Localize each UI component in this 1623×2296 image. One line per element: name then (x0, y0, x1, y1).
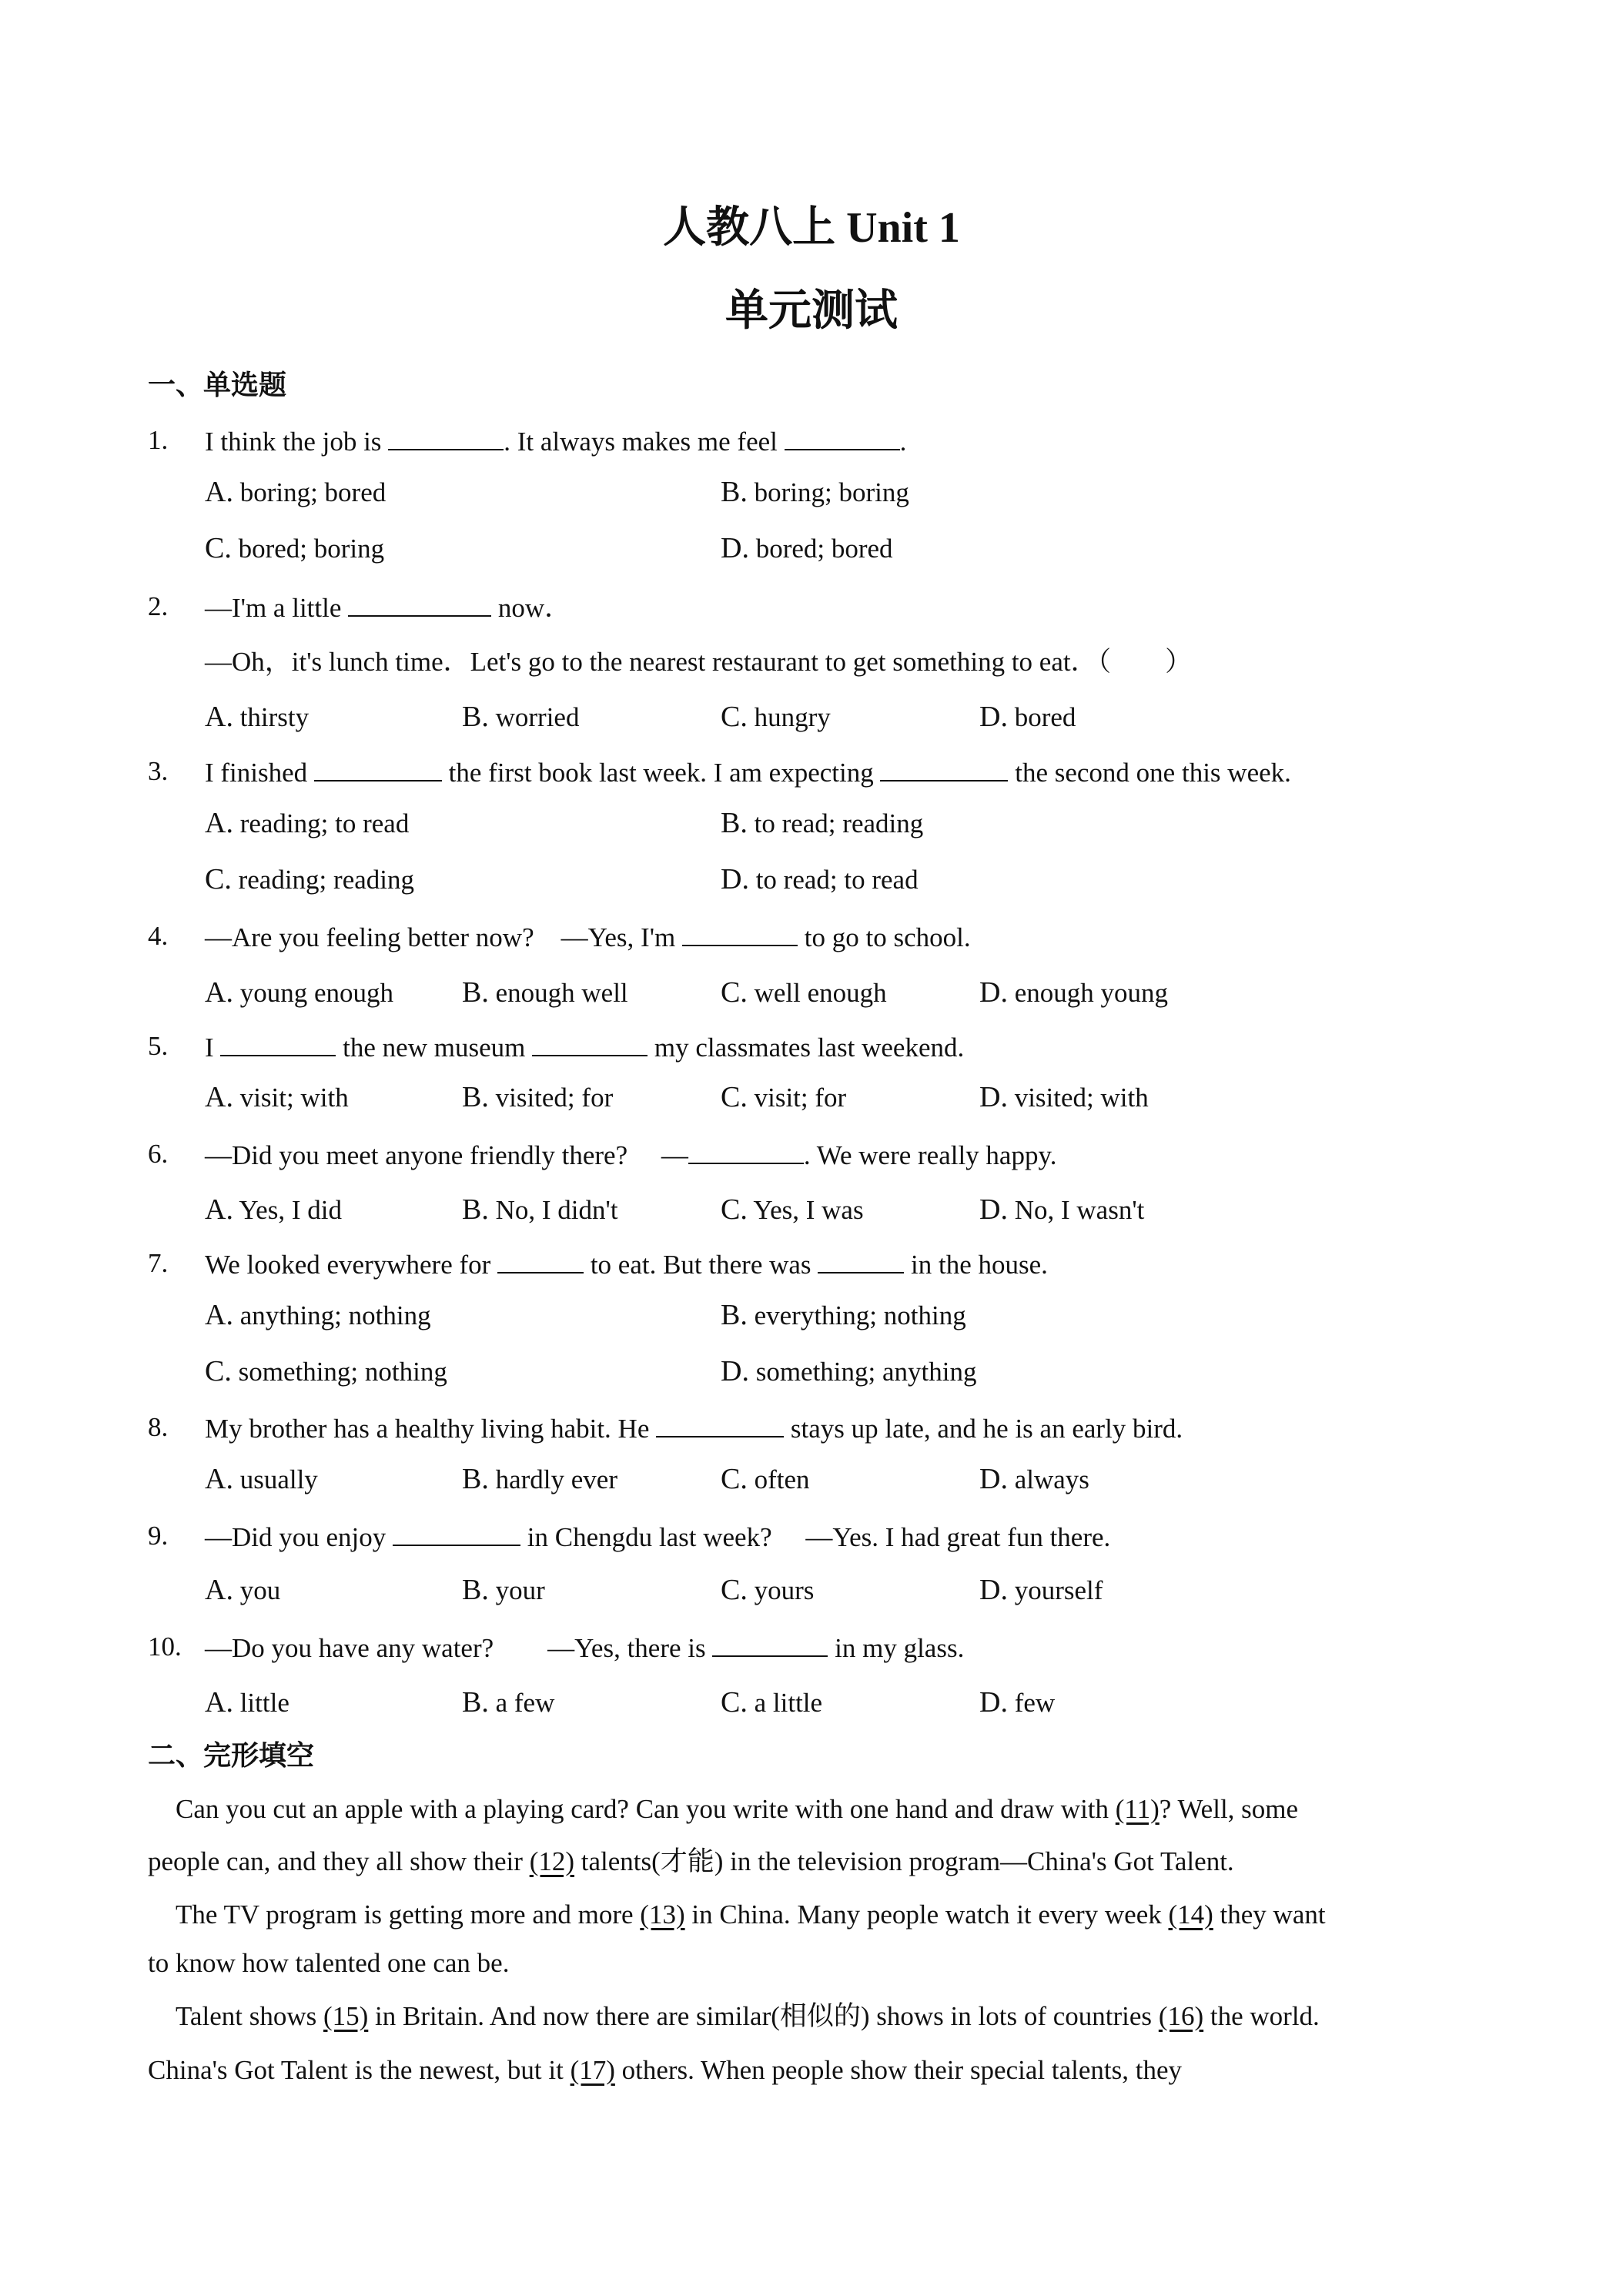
option-a: A. Yes, I did (205, 1193, 342, 1226)
option-a: A. little (205, 1686, 289, 1719)
question-stem-line2: —Oh，it's lunch time．Let's go to the nearest restaurant to get something to eat．（ ） (205, 647, 1193, 677)
option-c: C. Yes, I was (721, 1193, 864, 1226)
option-a: A. usually (205, 1463, 318, 1495)
question-stem: —Did you enjoy in Chengdu last week? —Yes. I had great fun there. (205, 1517, 1110, 1557)
question-number: 2. (148, 591, 169, 621)
option-c: C. reading; reading (205, 863, 414, 895)
option-d: D. to read; to read (721, 863, 919, 895)
option-a: A. boring; bored (205, 476, 387, 508)
answer-blank (393, 1517, 520, 1546)
answer-blank (314, 752, 442, 782)
answer-blank (818, 1244, 904, 1274)
question-stem: —I'm a little now． (205, 587, 571, 628)
option-a: A. young enough (205, 976, 393, 1009)
cloze-paragraph-line: China's Got Talent is the newest, but it (17) others. When people show their special talents, they (148, 2055, 1182, 2085)
question-number: 7. (148, 1248, 169, 1278)
question-number: 10. (148, 1632, 182, 1662)
option-b: B. No, I didn't (462, 1193, 618, 1226)
option-b: B. visited; for (462, 1081, 614, 1113)
option-a: A. reading; to read (205, 807, 410, 839)
option-c: C. often (721, 1463, 810, 1495)
question-stem: I the new museum my classmates last weekend. (205, 1027, 964, 1067)
option-d: D. yourself (979, 1574, 1103, 1606)
question-stem: —Are you feeling better now? —Yes, I'm to go to school. (205, 917, 971, 957)
answer-blank (532, 1027, 648, 1056)
question-number: 9. (148, 1521, 169, 1551)
option-b: B. your (462, 1574, 545, 1606)
cloze-paragraph-line: to know how talented one can be. (148, 1948, 510, 1978)
cloze-paragraph-line: Can you cut an apple with a playing card? Can you write with one hand and draw with (11)? Well, some (176, 1794, 1299, 1824)
question-number: 4. (148, 921, 169, 951)
option-a: A. visit; with (205, 1081, 349, 1113)
option-c: C. a little (721, 1686, 823, 1719)
option-a: A. thirsty (205, 701, 310, 733)
option-b: B. to read; reading (721, 807, 924, 839)
answer-blank (656, 1408, 784, 1438)
cloze-paragraph-line: The TV program is getting more and more (13) in China. Many people watch it every week (14) they want (176, 1899, 1326, 1930)
option-b: B. everything; nothing (721, 1299, 966, 1331)
answer-blank (880, 752, 1008, 782)
answer-blank (388, 421, 504, 450)
cloze-paragraph-line: Talent shows (15) in Britain. And now there are similar(相似的) shows in lots of countries (16) the world. (176, 2001, 1320, 2031)
cloze-gap-14: (14) (1168, 1899, 1213, 1930)
option-b: B. worried (462, 701, 580, 733)
option-c: C. something; nothing (205, 1355, 447, 1387)
option-b: B. boring; boring (721, 476, 909, 508)
cloze-gap-13: (13) (640, 1899, 685, 1930)
question-stem: We looked everywhere for to eat. But there was in the house. (205, 1244, 1048, 1284)
cloze-gap-16: (16) (1158, 2001, 1204, 2031)
answer-blank (682, 917, 798, 946)
option-d: D. visited; with (979, 1081, 1149, 1113)
option-d: D. bored (979, 701, 1076, 733)
cloze-gap-17: (17) (570, 2055, 615, 2085)
cloze-gap-15: (15) (323, 2001, 369, 2031)
option-d: D. something; anything (721, 1355, 977, 1387)
option-a: A. you (205, 1574, 281, 1606)
question-number: 1. (148, 425, 169, 455)
option-c: C. hungry (721, 701, 831, 733)
option-d: D. No, I wasn't (979, 1193, 1145, 1226)
option-c: C. bored; boring (205, 532, 385, 564)
cloze-gap-12: (12) (529, 1846, 574, 1876)
answer-blank (785, 421, 900, 450)
question-stem: I finished the first book last week. I am expecting the second one this week. (205, 752, 1291, 792)
option-d: D. few (979, 1686, 1056, 1719)
question-number: 3. (148, 756, 169, 786)
answer-blank (348, 587, 491, 617)
cloze-gap-11: (11) (1115, 1794, 1160, 1824)
answer-blank (688, 1135, 804, 1164)
option-b: B. hardly ever (462, 1463, 617, 1495)
option-d: D. bored; bored (721, 532, 893, 564)
answer-blank (497, 1244, 584, 1274)
answer-blank (712, 1628, 828, 1657)
question-stem: —Did you meet anyone friendly there? — . We were really happy. (205, 1135, 1056, 1175)
page-subtitle: 单元测试 (725, 287, 898, 335)
question-stem: I think the job is . It always makes me feel . (205, 421, 906, 461)
section-heading-single-choice: 一、单选题 (148, 370, 287, 400)
option-c: C. well enough (721, 976, 887, 1009)
question-number: 5. (148, 1031, 169, 1061)
question-number: 6. (148, 1139, 169, 1169)
option-c: C. yours (721, 1574, 815, 1606)
cloze-paragraph-line: people can, and they all show their (12) talents(才能) in the television program—China's Got Talent. (148, 1846, 1234, 1876)
question-number: 8. (148, 1412, 169, 1442)
option-b: B. enough well (462, 976, 628, 1009)
option-d: D. always (979, 1463, 1089, 1495)
option-d: D. enough young (979, 976, 1168, 1009)
question-stem: My brother has a healthy living habit. He stays up late, and he is an early bird. (205, 1408, 1183, 1448)
option-c: C. visit; for (721, 1081, 847, 1113)
option-b: B. a few (462, 1686, 555, 1719)
question-stem: —Do you have any water? —Yes, there is in my glass. (205, 1628, 964, 1668)
option-a: A. anything; nothing (205, 1299, 431, 1331)
page-title: 人教八上 Unit 1 (663, 204, 960, 252)
section-heading-cloze: 二、完形填空 (148, 1740, 315, 1771)
answer-blank (220, 1027, 336, 1056)
